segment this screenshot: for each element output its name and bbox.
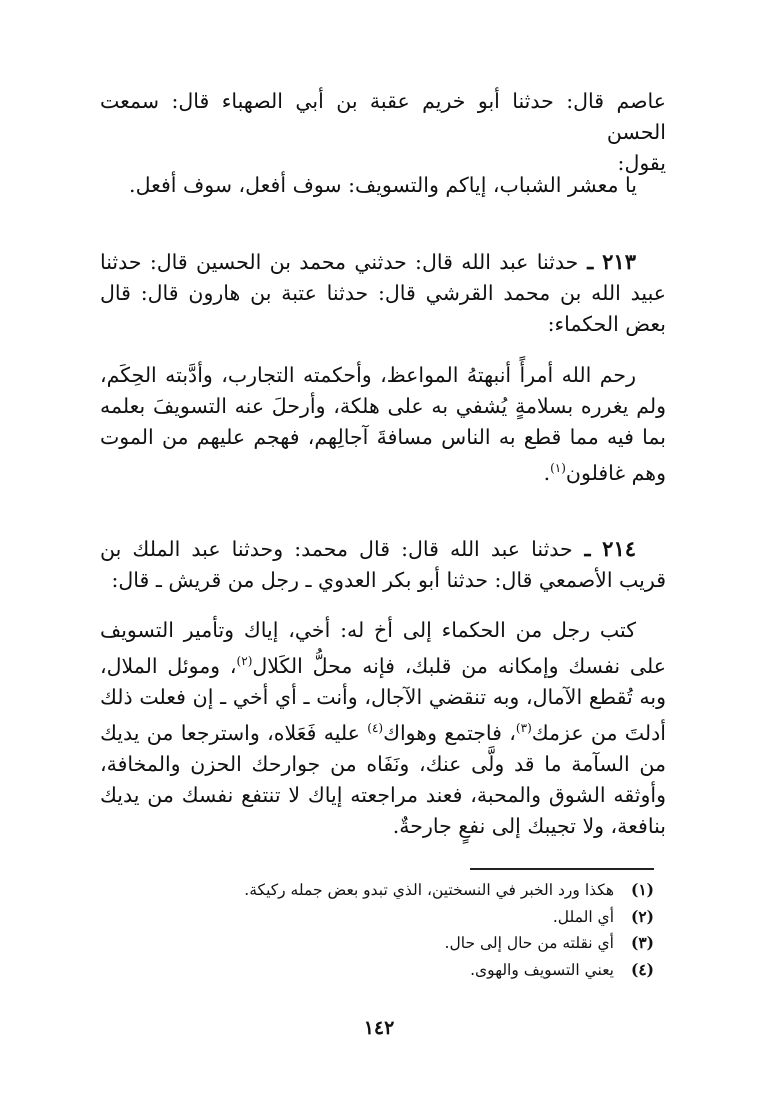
footnote-divider: [470, 868, 654, 870]
footnote-ref-2: (٢): [236, 654, 253, 668]
footnote-3-mark: (٣): [630, 933, 654, 952]
intro-line-1: عاصم قال: حدثنا أبو خريم عقبة بن أبي الصهباء قال: سمعت الحسن: [100, 89, 666, 144]
footnote-1-text: هكذا ورد الخبر في النسختين، الذي تبدو بعض جمله ركيكة.: [244, 881, 614, 899]
entry-213-number: ٢١٣: [602, 249, 636, 274]
footnote-ref-1: (١): [550, 461, 566, 475]
intro-quote-text: يا معشر الشباب، إياكم والتسويف: سوف أفعل، سوف أفعل.: [129, 173, 637, 197]
entry-213-text: [100, 360, 666, 489]
entry-214-number: ٢١٤: [602, 536, 637, 561]
footnote-2-text: أي الملل.: [552, 907, 614, 926]
entry-214-text-d: عليه فَعَلاه، واسترجعا من يديك من السآمة ما قد ولَّى عنك، ونَفَاه من جوارحك الحزن والمخافة، وأوثقه الشوق والمحبة، فعند مراجعته إياك لا تنتفع نفسك من يديك بنافعة، ولا تجيبك إلى نفعٍ جارحةٌ.: [100, 720, 666, 838]
footnote-2-mark: (٢): [630, 906, 654, 926]
footnote-3: [94, 930, 654, 957]
footnote-ref-3: (٣): [515, 720, 532, 735]
entry-214-dash: ـ: [572, 537, 603, 561]
footnote-2: [94, 904, 654, 931]
entry-214-isnad-text: حدثنا عبد الله قال: قال محمد: وحدثنا عبد الملك بن قريب الأصمعي قال: حدثنا أبو بكر العدوي ـ رجل من قريش ـ قال:: [100, 537, 666, 592]
intro-line-2: يقول:: [617, 151, 666, 175]
footnotes: [94, 877, 654, 983]
entry-213-dash: ـ: [578, 250, 603, 274]
footnote-3-text: أي نقلته من حال إلى حال.: [444, 934, 614, 952]
footnote-ref-4: (٤): [367, 720, 384, 735]
entry-214-text-b: ، وموئل الملال، وبه تُقطع الآمال، وبه تنقضي الآجال، وأنت ـ أي أخي ـ إن فعلت ذلك أدلتَ من عزمك: [100, 653, 666, 745]
footnote-4-mark: (٤): [630, 959, 654, 979]
entry-214-text-a: كتب رجل من الحكماء إلى أخ له: أخي، إياك وتأمير التسويف على نفسك وإمكانه من قلبك، فإنه محلُّ الكَلال: [100, 618, 666, 678]
entry-214-isnad: [100, 533, 666, 596]
entry-214-text-c: ، فاجتمع وهواك: [383, 720, 516, 745]
page-number: ١٤٢: [363, 1017, 395, 1039]
intro-quote: [100, 170, 666, 201]
intro-paragraph: [100, 86, 666, 179]
footnote-4-text: يعني التسويف والهوى.: [470, 960, 614, 979]
entry-213-end: .: [543, 460, 551, 485]
footnote-1: [94, 877, 654, 904]
entry-214-text: [100, 615, 666, 842]
footnote-4: [94, 957, 654, 984]
entry-213-isnad-text: حدثنا عبد الله قال: حدثني محمد بن الحسين قال: حدثنا عبيد الله بن محمد القرشي قال: حدثنا عتبة بن هارون قال: قال بعض الحكماء:: [100, 250, 666, 336]
entry-213-body: رحم الله أمرأً أنبهتهُ المواعظ، وأحكمته التجارب، وأدَّبته الحِكَم، ولم يغرره بسلامةٍ يُشفي به على هلكة، وأرحلَ عنه التسويفَ بعلمه بما فيه مما قطع به الناس مسافةَ آجالِهم، فهجم عليهم من الموت وهم غافلون: [100, 363, 666, 485]
footnote-1-mark: (١): [630, 880, 654, 899]
entry-213-isnad: [100, 246, 666, 340]
